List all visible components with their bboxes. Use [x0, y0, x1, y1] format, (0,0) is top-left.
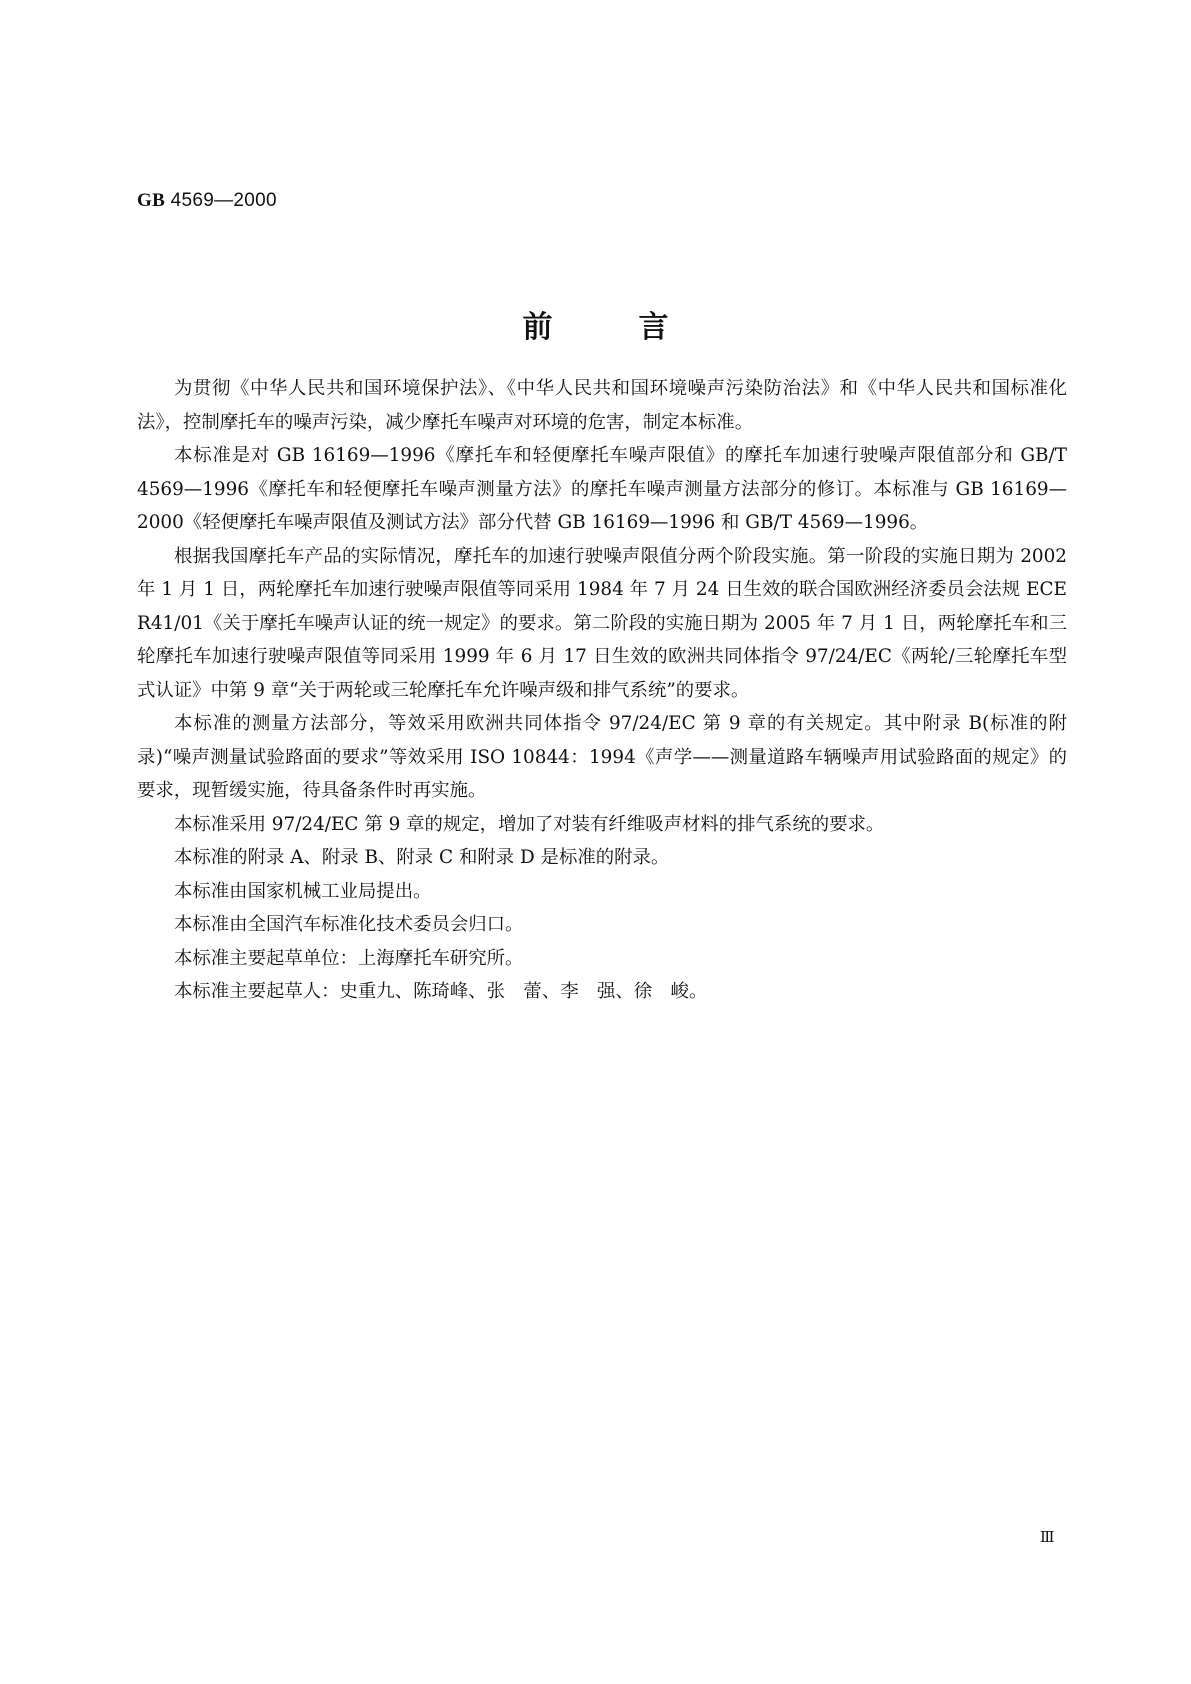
paragraph: 根据我国摩托车产品的实际情况，摩托车的加速行驶噪声限值分两个阶段实施。第一阶段的实施日期为 2002 年 1 月 1 日，两轮摩托车加速行驶噪声限值等同采用 1984 年 7 月 24 日生效的联合国欧洲经济委员会法规 ECE R41/01《关于摩托车噪声认证的统一规定》的要求。第二阶段的实施日期为 2005 年 7 月 1 日，两轮摩托车和三轮摩托车加速行驶噪声限值等同采用 1999 年 6 月 17 日生效的欧洲共同体指令 97/24/EC《两轮/三轮摩托车型式认证》中第 9 章“关于两轮或三轮摩托车允许噪声级和排气系统”的要求。 — [137, 545, 1067, 701]
paragraph: 本标准主要起草单位：上海摩托车研究所。 — [174, 947, 524, 969]
paragraph: 本标准的附录 A、附录 B、附录 C 和附录 D 是标准的附录。 — [174, 847, 670, 868]
paragraph: 本标准由国家机械工业局提出。 — [174, 880, 432, 902]
foreword-body — [137, 372, 1067, 1009]
paragraph: 本标准的测量方法部分，等效采用欧洲共同体指令 97/24/EC 第 9 章的有关规定。其中附录 B(标准的附录)“噪声测量试验路面的要求”等效采用 ISO 10844：1994《声学——测量道路车辆噪声用试验路面的规定》的要求，现暂缓实施，待具备条件时再实施。 — [137, 713, 1067, 801]
paragraph: 本标准采用 97/24/EC 第 9 章的规定，增加了对装有纤维吸声材料的排气系统的要求。 — [174, 813, 885, 835]
paragraph: 本标准是对 GB 16169—1996《摩托车和轻便摩托车噪声限值》的摩托车加速行驶噪声限值部分和 GB/T 4569—1996《摩托车和轻便摩托车噪声测量方法》的摩托车噪声测量方法部分的修订。本标准与 GB 16169—2000《轻便摩托车噪声限值及测试方法》部分代替 GB 16169—1996 和 GB/T 4569—1996。 — [137, 445, 1067, 533]
paragraph: 为贯彻《中华人民共和国环境保护法》、《中华人民共和国环境噪声污染防治法》和《中华人民共和国标准化法》，控制摩托车的噪声污染，减少摩托车噪声对环境的危害，制定本标准。 — [137, 378, 1067, 433]
page-title: 前言 — [522, 310, 755, 345]
paragraph: 本标准主要起草人：史重九、陈琦峰、张 蕾、李 强、徐 峻。 — [174, 981, 708, 1002]
standard-code — [137, 190, 277, 212]
standard-prefix: GB — [137, 190, 166, 211]
standard-number: 4569—2000 — [170, 190, 277, 211]
paragraph: 本标准由全国汽车标准化技术委员会归口。 — [174, 914, 524, 935]
page-number: Ⅲ — [1040, 1528, 1055, 1546]
